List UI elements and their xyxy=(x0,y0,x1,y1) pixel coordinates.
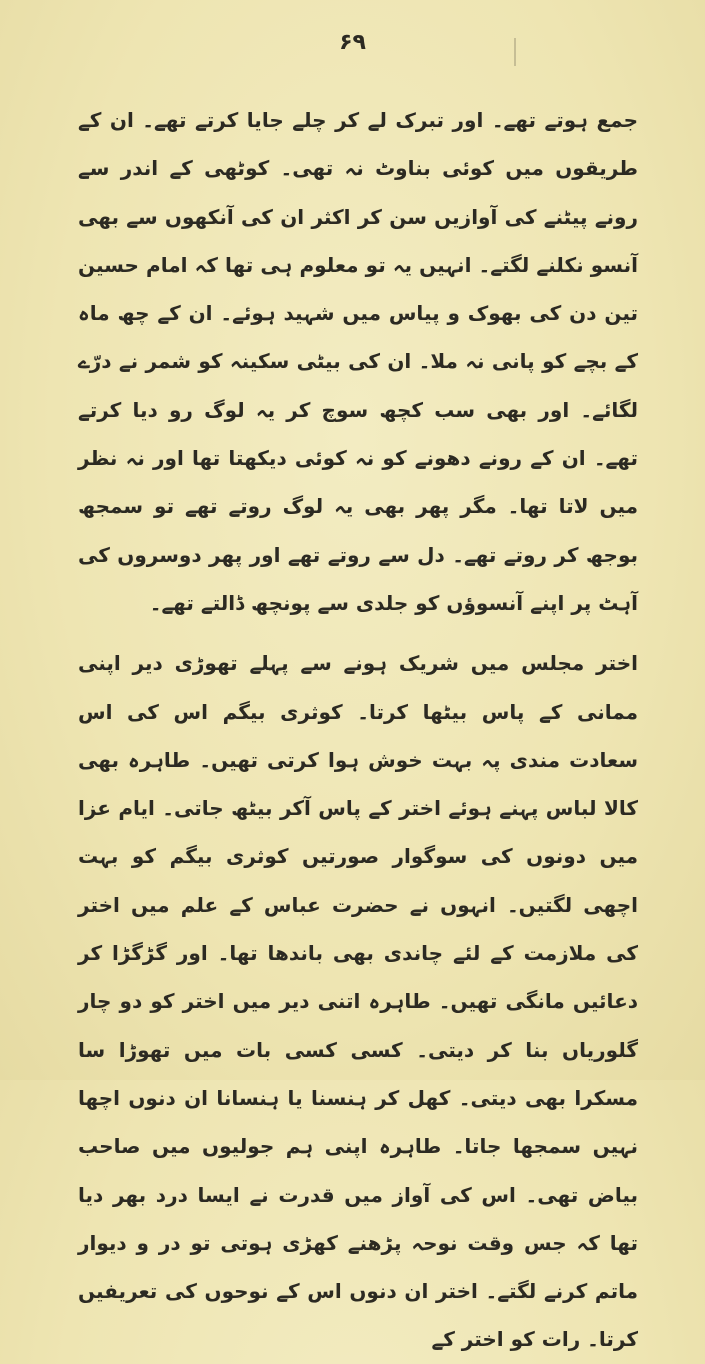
paragraph-2: اختر مجلس میں شریک ہونے سے پہلے تھوڑی دیر اپنی ممانی کے پاس بیٹھا کرتا۔ کوثری بیگم اس کی اس سعادت مندی پہ بہت خوش ہوا کرتی تھیں۔ طاہرہ بھی کالا لباس پہنے ہوئے اختر کے پاس آکر بیٹھ جاتی۔ ایام عزا میں دونوں کی سوگوار صورتیں کوثری بیگم کو بہت اچھی لگتیں۔ انہوں نے حضرت عباس کے علم میں اختر کی ملازمت کے لئے چاندی بھی باندھا تھا۔ اور گڑگڑا کر دعائیں مانگی تھیں۔ طاہرہ اتنی دیر میں اختر کو دو چار گلوریاں بنا کر دیتی۔ کسی کسی بات میں تھوڑا سا مسکرا بھی دیتی۔ کھل کر ہنسنا یا ہنسانا ان دنوں اچھا نہیں سمجھا جاتا۔ طاہرہ اپنی ہم جولیوں میں صاحب بیاض تھی۔ اس کی آواز میں قدرت نے ایسا درد بھر دیا تھا کہ جس وقت نوحہ پڑھنے کھڑی ہوتی تو در و دیوار ماتم کرنے لگتے۔ اختر ان دنوں اس کے نوحوں کی تعریفیں کرتا۔ رات کو اختر کے xyxy=(78,651,638,1352)
page-number: ۶۹ xyxy=(339,30,366,55)
margin-mark xyxy=(514,38,516,66)
page-body xyxy=(78,96,638,1364)
paragraph-1: جمع ہوتے تھے۔ اور تبرک لے کر چلے جایا کرتے تھے۔ ان کے طریقوں میں کوئی بناوٹ نہ تھی۔ کوٹھی کے اندر سے رونے پیٹنے کی آوازیں سن کر اکثر ان کی آنکھوں سے بھی آنسو نکلنے لگتے۔ انہیں یہ تو معلوم ہی تھا کہ امام حسین تین دن کی بھوک و پیاس میں شہید ہوئے۔ ان کے چھ ماہ کے بچے کو پانی نہ ملا۔ ان کی بیٹی سکینہ کو شمر نے درّے لگائے۔ اور بھی سب کچھ سوچ کر یہ لوگ رو دیا کرتے تھے۔ ان کے رونے دھونے کو نہ کوئی دیکھتا تھا اور نہ نظر میں لاتا تھا۔ مگر پھر بھی یہ لوگ روتے تھے تو سمجھ بوجھ کر روتے تھے۔ دل سے روتے تھے اور پھر دوسروں کی آہٹ پر اپنے آنسوؤں کو جلدی سے پونچھ ڈالتے تھے۔ xyxy=(78,108,638,615)
